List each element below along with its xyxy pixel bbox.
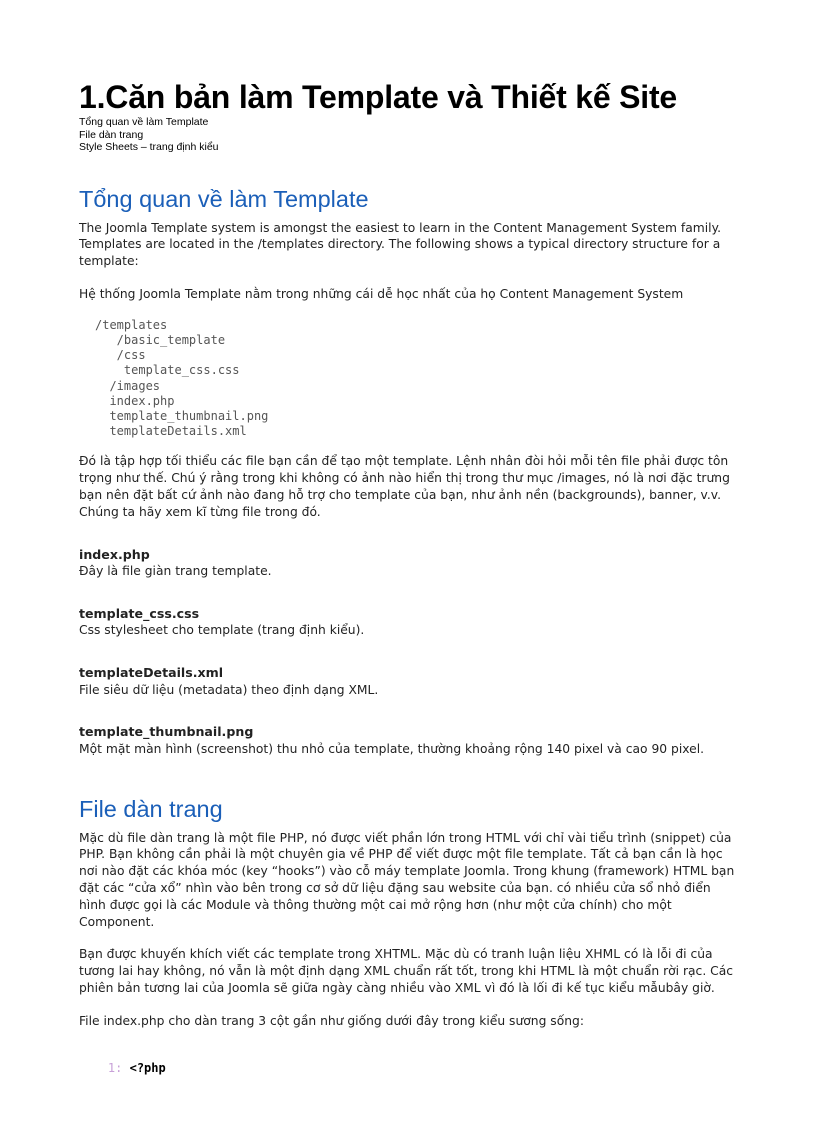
paragraph: Bạn được khuyến khích viết các template trong XHTML. Mặc dù có tranh luận liệu XHML có là lỗi đi của tương lai hay không, nó vẫn là một định dạng XML chuẩn rất tốt, trong khi HTML là một chuẩn rời rạc. Các phiên bản tương lai của Joomla sẽ giữa ngày càng nhiều vào XML vì đó là lối đi kế tục kiểu mẫubây giờ. bbox=[79, 947, 734, 996]
document-page bbox=[79, 78, 739, 1091]
toc-item[interactable]: Tổng quan về làm Template bbox=[79, 116, 209, 128]
file-entry bbox=[79, 665, 739, 698]
code-text: <?php bbox=[129, 1060, 166, 1075]
section-heading: File dàn trang bbox=[79, 795, 223, 822]
paragraph: Mặc dù file dàn trang là một file PHP, nó được viết phần lớn trong HTML với chỉ vài tiểu trình (snippet) của PHP. Bạn không cần phải là một chuyên gia về PHP để viết được một file template. Tất cả bạn cần là học nơi nào đặt các khóa móc (key “hooks”) vào cỗ máy template Joomla. Trong khung (framework) HTML bạn đặt các “cửa xổ” nhìn vào bên trong cơ sở dữ liệu đặng sau website của bạn. có nhiều cửa sổ nhỏ điển hình được gọi là các Module và thông thường một cai mở rộng hơn (như một cửa chính) cho một Component. bbox=[79, 830, 735, 929]
file-entry bbox=[79, 606, 739, 639]
file-description: Đây là file giàn trang template. bbox=[79, 564, 272, 578]
paragraph: File index.php cho dàn trang 3 cột gần như giống dưới đây trong kiểu sương sống: bbox=[79, 1013, 584, 1028]
code-line-number: 1: bbox=[107, 1060, 123, 1075]
document-title: 1.Căn bản làm Template và Thiết kế Site bbox=[79, 79, 678, 115]
file-description: Một mặt màn hình (screenshot) thu nhỏ của template, thường khoảng rộng 140 pixel và cao 90 pixel. bbox=[79, 741, 705, 756]
paragraph: Đó là tập hợp tối thiểu các file bạn cần để tạo một template. Lệnh nhân đòi hỏi mỗi tên file phải được tôn trọng như thế. Chú ý rằng trong khi không có ảnh nào hiển thị trong thư mục /images, nó là nơi đặc trưng bạn nên đặt bất cứ ảnh nào đang hỗ trợ cho template của bạn, như ảnh nền (backgrounds), banner, v.v. Chúng ta hãy xem kĩ từng file trong đó. bbox=[79, 454, 730, 519]
file-name: templateDetails.xml bbox=[79, 665, 224, 681]
paragraph: Hệ thống Joomla Template nằm trong những cái dễ học nhất của họ Content Management System bbox=[79, 286, 684, 301]
section-heading: Tổng quan về làm Template bbox=[79, 185, 369, 212]
directory-tree: /templates /basic_template /css template_css.css /images index.php template_thumbnail.png templateDetails.xml bbox=[95, 317, 269, 439]
file-name: template_css.css bbox=[79, 605, 200, 621]
file-name: template_thumbnail.png bbox=[79, 724, 254, 740]
toc-item[interactable]: File dàn trang bbox=[79, 128, 144, 141]
file-name: index.php bbox=[79, 546, 150, 562]
paragraph: The Joomla Template system is amongst the easiest to learn in the Content Management System family. Templates are located in the /templates directory. The following shows a typical directory structure for a template: bbox=[79, 220, 722, 269]
file-entry bbox=[79, 547, 739, 580]
table-of-contents bbox=[79, 116, 739, 154]
file-description: Css stylesheet cho template (trang định kiểu). bbox=[79, 623, 365, 638]
file-description: File siêu dữ liệu (metadata) theo định dạng XML. bbox=[79, 682, 379, 697]
code-block bbox=[79, 1046, 739, 1092]
file-entry bbox=[79, 724, 739, 757]
toc-item[interactable]: Style Sheets – trang định kiểu bbox=[79, 141, 219, 153]
